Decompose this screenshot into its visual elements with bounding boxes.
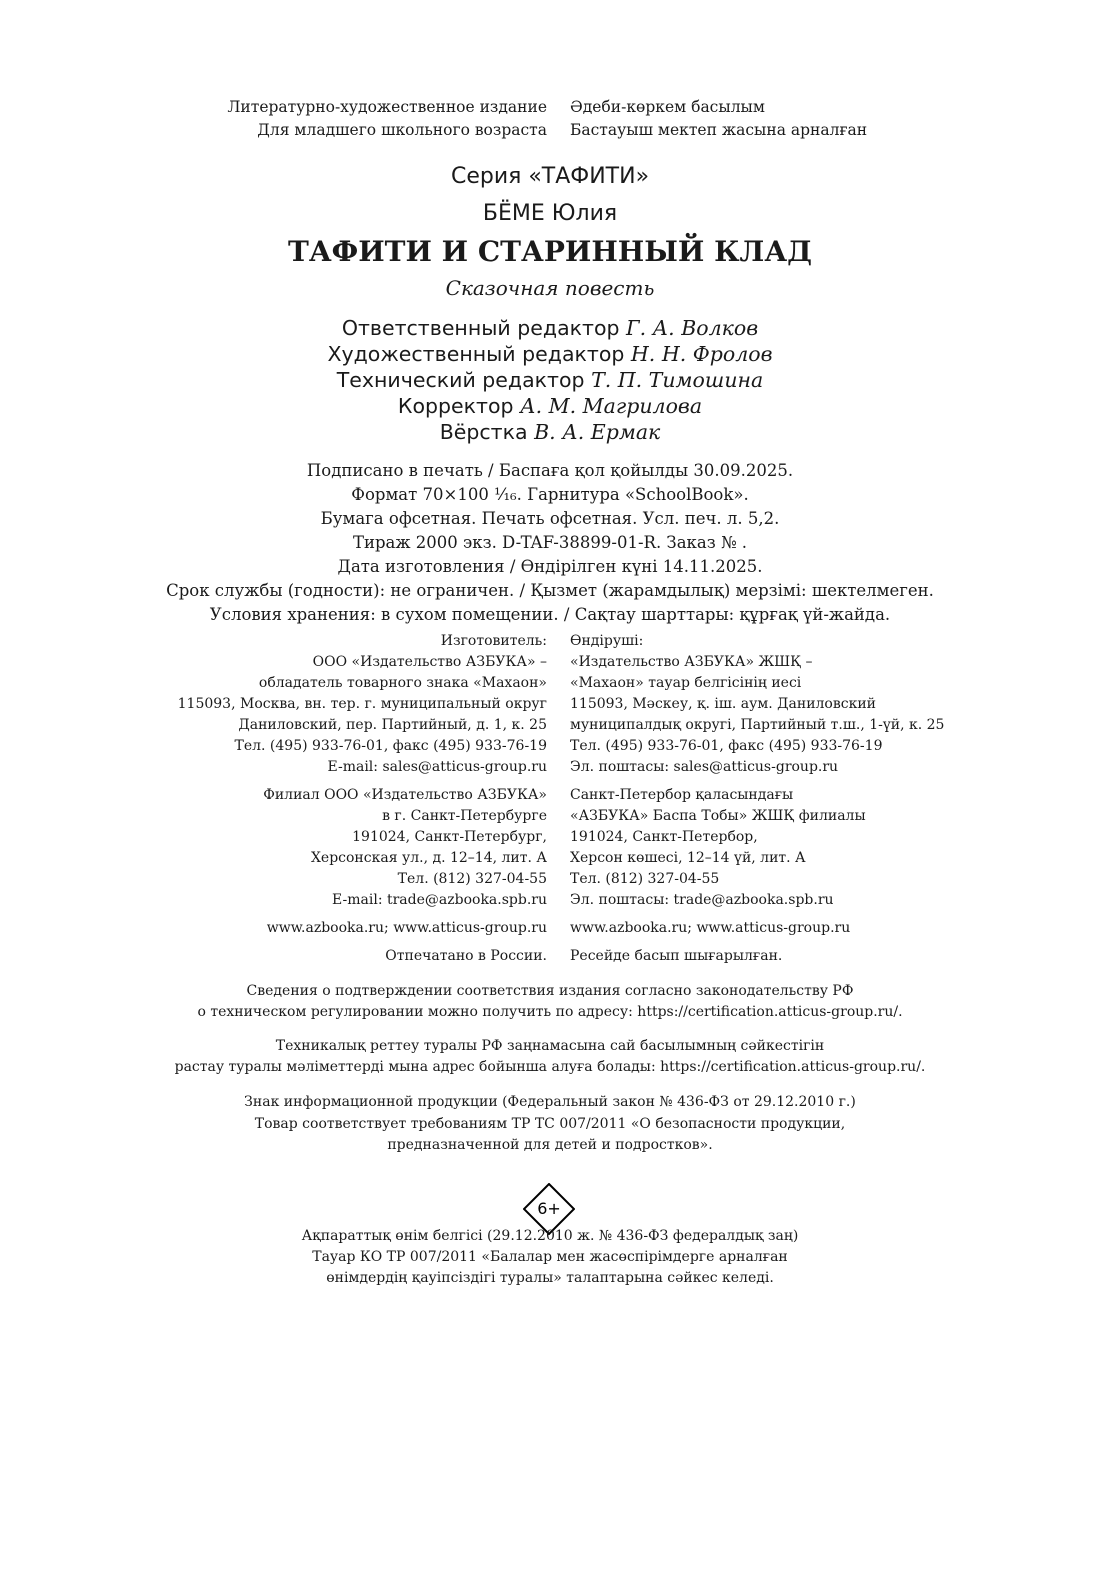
info-sign-kz-0: Ақпараттық өнім белгісі (29.12.2010 ж. № 436-ФЗ федералдық заң) [301, 1228, 799, 1244]
cert-ru-1: о техническом регулировании можно получить по адресу: https://certification.atticus-group.ru/. [197, 1004, 903, 1020]
branch-kz-3: Херсон көшесі, 12–14 үй, лит. А [570, 850, 806, 866]
series-label: Серия «ТАФИТИ» [450, 164, 650, 189]
branch-ru-0: Филиал ООО «Издательство АЗБУКА» [263, 787, 547, 803]
manufacturer-kz-2: «Махаон» тауар белгісінің иесі [570, 675, 802, 691]
printed-ru: Отпечатано в России. [385, 948, 547, 964]
web-links-kz: www.azbooka.ru; www.atticus-group.ru [570, 920, 851, 936]
manufacturer-ru-4: Даниловский, пер. Партийный, д. 1, к. 25 [238, 717, 547, 733]
printed-kz: Ресейде басып шығарылған. [570, 948, 783, 964]
storage-conditions: Условия хранения: в сухом помещении. / Сақтау шарттары: құрғақ үй-жайда. [209, 605, 891, 624]
manufacturer-ru-1: ООО «Издательство АЗБУКА» – [312, 654, 547, 670]
branch-kz-5: Эл. поштасы: trade@azbooka.spb.ru [570, 892, 834, 908]
print-date: Дата изготовления / Өндірілген күні 14.11.2025. [337, 557, 763, 576]
book-subtitle: Сказочная повесть [445, 276, 655, 300]
genre-ru: Литературно-художественное издание [227, 98, 547, 116]
manufacturer-ru-6: E-mail: sales@atticus-group.ru [327, 759, 547, 775]
manufacturer-kz-1: «Издательство АЗБУКА» ЖШҚ – [570, 654, 813, 670]
manufacturer-ru-3: 115093, Москва, вн. тер. г. муниципальный округ [177, 696, 547, 712]
manufacturer-kz-0: Өндіруші: [570, 633, 644, 649]
info-sign-ru-2: предназначенной для детей и подростков». [387, 1137, 713, 1153]
branch-kz-1: «АЗБУКА» Баспа Тобы» ЖШҚ филиалы [570, 808, 866, 824]
credit-art-editor: Художественный редактор Н. Н. Фролов [327, 342, 773, 366]
info-sign-kz-2: өнімдердің қауіпсіздігі туралы» талаптарына сәйкес келеді. [326, 1270, 774, 1286]
print-format: Формат 70×100 ¹⁄₁₆. Гарнитура «SchoolBook». [351, 485, 749, 504]
book-title: ТАФИТИ И СТАРИННЫЙ КЛАД [287, 235, 813, 268]
print-run: Тираж 2000 экз. D-TAF-38899-01-R. Заказ № . [352, 533, 748, 552]
author-name: БЁМЕ Юлия [482, 201, 618, 226]
branch-ru-2: 191024, Санкт-Петербург, [352, 829, 547, 845]
branch-kz-0: Санкт-Петербор қаласындағы [570, 787, 794, 803]
manufacturer-kz-5: Тел. (495) 933-76-01, факс (495) 933-76-19 [570, 738, 883, 754]
branch-ru-5: E-mail: trade@azbooka.spb.ru [332, 892, 547, 908]
print-signed: Подписано в печать / Баспаға қол қойылды 30.09.2025. [306, 461, 794, 480]
branch-ru-1: в г. Санкт-Петербурге [382, 808, 547, 824]
age-ru: Для младшего школьного возраста [257, 121, 547, 139]
branch-ru-4: Тел. (812) 327-04-55 [397, 871, 547, 887]
credit-layout: Вёрстка В. А. Ермак [439, 420, 661, 444]
credit-editor: Ответственный редактор Г. А. Волков [341, 316, 759, 340]
manufacturer-kz-6: Эл. поштасы: sales@atticus-group.ru [570, 759, 839, 775]
cert-ru-0: Сведения о подтверждении соответствия издания согласно законодательству РФ [246, 983, 854, 999]
info-sign-kz-1: Тауар КО ТР 007/2011 «Балалар мен жасөспірімдерге арналған [312, 1249, 788, 1265]
info-sign-ru-1: Товар соответствует требованиям ТР ТС 007/2011 «О безопасности продукции, [254, 1116, 846, 1132]
manufacturer-ru-5: Тел. (495) 933-76-01, факс (495) 933-76-19 [234, 738, 547, 754]
cert-kz-0: Техникалық реттеу туралы РФ заңнамасына сай басылымның сәйкестігін [275, 1038, 825, 1054]
credit-proofreader: Корректор А. М. Магрилова [397, 394, 703, 418]
branch-ru-3: Херсонская ул., д. 12–14, лит. А [310, 850, 547, 866]
manufacturer-kz-4: муниципалдық округі, Партийный т.ш., 1-үй, к. 25 [570, 717, 945, 733]
branch-kz-4: Тел. (812) 327-04-55 [570, 871, 720, 887]
manufacturer-ru-2: обладатель товарного знака «Махаон» [258, 675, 547, 691]
web-links-ru: www.azbooka.ru; www.atticus-group.ru [266, 920, 547, 936]
genre-kz: Әдеби-көркем басылым [570, 98, 765, 116]
shelf-life: Срок службы (годности): не ограничен. / Қызмет (жарамдылық) мерзімі: шектелмеген. [166, 581, 934, 600]
print-paper: Бумага офсетная. Печать офсетная. Усл. печ. л. 5,2. [320, 509, 780, 528]
credit-tech-editor: Технический редактор Т. П. Тимошина [336, 368, 764, 392]
branch-kz-2: 191024, Санкт-Петербор, [570, 829, 758, 845]
age-kz: Бастауыш мектеп жасына арналған [570, 121, 868, 139]
info-sign-ru-0: Знак информационной продукции (Федеральный закон № 436-ФЗ от 29.12.2010 г.) [244, 1094, 856, 1110]
manufacturer-ru-0: Изготовитель: [440, 633, 547, 649]
manufacturer-kz-3: 115093, Мәскеу, қ. іш. аум. Даниловский [570, 696, 876, 712]
age-rating-label: 6+ [537, 1199, 561, 1218]
cert-kz-1: растау туралы мәліметтерді мына адрес бойынша алуға болады: https://certification.atticus-group.ru/. [174, 1059, 926, 1075]
